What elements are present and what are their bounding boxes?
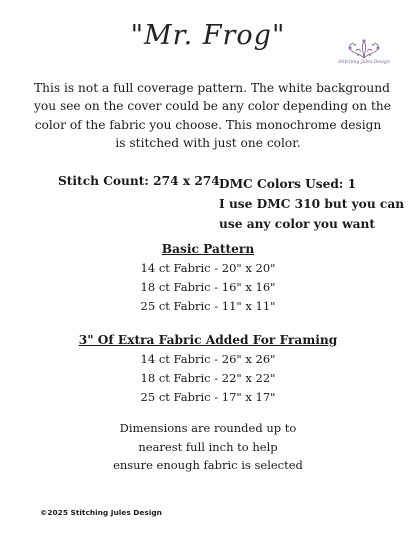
fabric-size-row: 14 ct Fabric - 26" x 26" [140, 352, 276, 366]
floral-flourish-icon [344, 38, 384, 60]
copyright-notice: ©2025 Stitching Jules Design [40, 508, 162, 517]
intro-line: you see on the cover could be any color depending on the [34, 99, 391, 114]
note-line: Dimensions are rounded up to [119, 421, 297, 435]
logo-text: Stitching Jules Design [338, 60, 390, 65]
fabric-size-row: 18 ct Fabric - 16" x 16" [140, 280, 276, 294]
basic-pattern-heading: Basic Pattern [161, 242, 255, 256]
stitch-count: Stitch Count: 274 x 274 [58, 174, 220, 188]
fabric-size-row: 14 ct Fabric - 20" x 20" [140, 261, 276, 275]
basic-pattern-section [0, 240, 416, 316]
fabric-size-row: 25 ct Fabric - 11" x 11" [140, 299, 276, 313]
note-line: ensure enough fabric is selected [113, 458, 303, 472]
intro-line: color of the fabric you choose. This monochrome design [34, 117, 382, 132]
intro-line: is stitched with just one color. [115, 136, 301, 151]
rounding-note [0, 419, 416, 475]
brand-logo [334, 38, 394, 72]
fabric-size-row: 18 ct Fabric - 22" x 22" [140, 371, 276, 385]
dmc-line: I use DMC 310 but you can [219, 197, 405, 211]
extra-fabric-section [0, 331, 416, 407]
dmc-line: DMC Colors Used: 1 [219, 177, 357, 191]
intro-line: This is not a full coverage pattern. The white background [34, 81, 390, 95]
page-title: "Mr. Frog" [130, 20, 286, 51]
dmc-line: use any color you want [219, 217, 375, 231]
extra-fabric-heading: 3" Of Extra Fabric Added For Framing [78, 333, 338, 347]
fabric-size-row: 25 ct Fabric - 17" x 17" [140, 390, 276, 404]
intro-paragraph [34, 79, 391, 153]
note-line: nearest full inch to help [138, 439, 278, 454]
dmc-colors [219, 174, 404, 234]
